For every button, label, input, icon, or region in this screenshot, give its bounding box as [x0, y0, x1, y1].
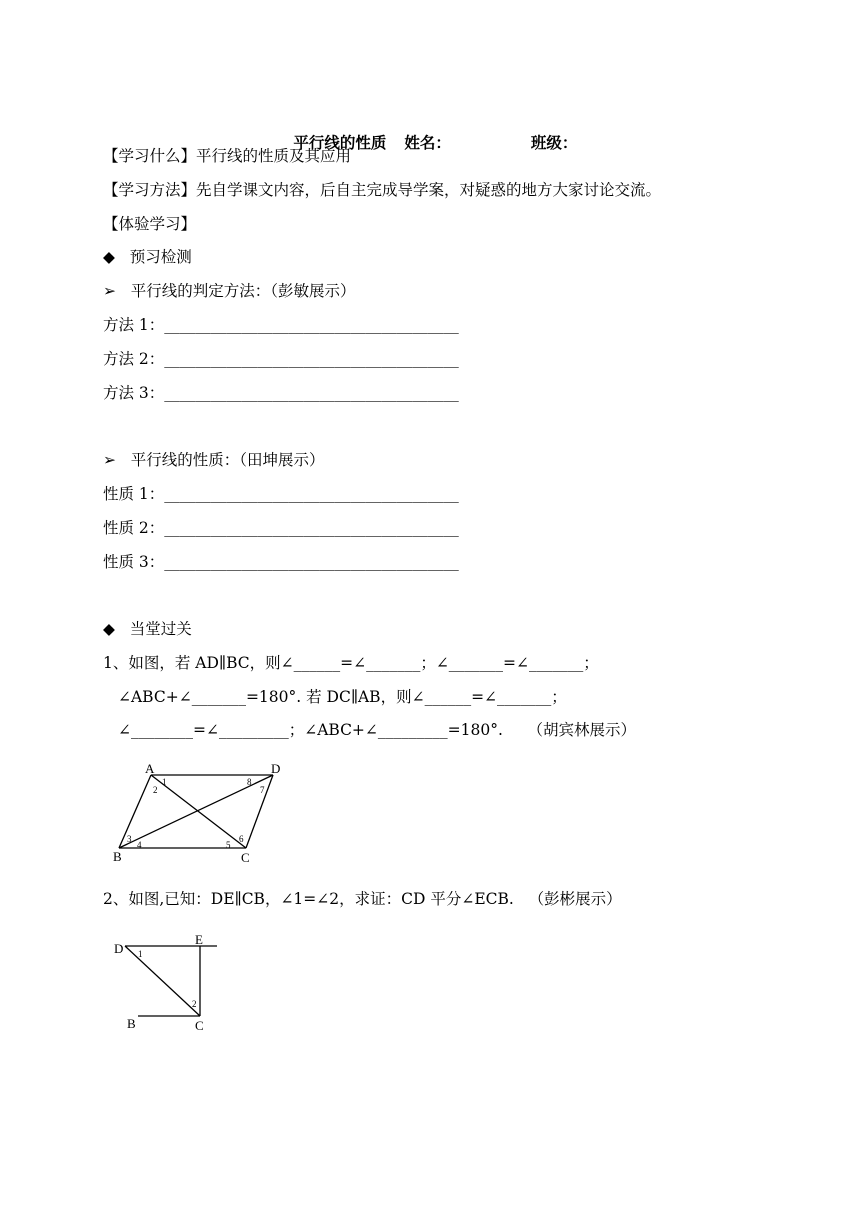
judge-line-3: 方法 3：______________________________________	[103, 384, 459, 402]
practice-heading: ◆ 当堂过关	[103, 620, 192, 638]
vertex-c-label: C	[241, 850, 250, 865]
q1-line-1: 1、如图，若 AD∥BC，则∠______=∠_______；∠_______=∠_______；	[103, 654, 599, 672]
vertex-c-label: C	[195, 1018, 204, 1033]
class-label: 班级：	[530, 133, 578, 152]
doc-title: 平行线的性质	[293, 133, 387, 152]
prop-line-3: 性质 3：______________________________________	[103, 553, 459, 571]
vertex-d-label: D	[271, 761, 281, 776]
q1-line-3: ∠________=∠_________；∠ABC+∠_________=180°. （胡宾林展示）	[118, 721, 637, 739]
intro-experience: 【体验学习】	[103, 215, 197, 233]
vertex-b-label: B	[127, 1016, 136, 1031]
angle-2-label: 2	[192, 999, 197, 1009]
segment-dc	[125, 946, 200, 1016]
angle-4-label: 4	[137, 840, 142, 850]
angle-7-label: 7	[260, 785, 265, 795]
prop-line-2: 性质 2：______________________________________	[103, 519, 459, 537]
angle-2-label: 2	[153, 785, 158, 795]
judge-line-1: 方法 1：______________________________________	[103, 316, 459, 334]
angle-5-label: 5	[226, 840, 231, 850]
q2-line: 2、如图,已知：DE∥CB，∠1=∠2，求证：CD 平分∠ECB. （彭彬展示）	[103, 890, 622, 908]
name-label: 姓名：	[404, 133, 451, 152]
angle-1-label: 1	[162, 777, 167, 787]
prop-line-1: 性质 1：______________________________________	[103, 485, 459, 503]
vertex-e-label: E	[195, 932, 203, 947]
figure-parallelogram	[108, 758, 288, 868]
intro-method: 【学习方法】先自学课文内容，后自主完成导学案，对疑惑的地方大家讨论交流。	[103, 181, 662, 199]
judge-line-2: 方法 2：______________________________________	[103, 350, 459, 368]
q1-line-2: ∠ABC+∠_______=180°. 若 DC∥AB，则∠______=∠_______；	[118, 688, 567, 706]
angle-3-label: 3	[127, 834, 132, 844]
intro-what: 【学习什么】平行线的性质及其应用	[103, 147, 352, 165]
judge-heading: ➢ 平行线的判定方法：（彭敏展示）	[103, 282, 356, 300]
angle-1-label: 1	[138, 949, 143, 959]
preview-heading: ◆ 预习检测	[103, 248, 192, 266]
vertex-b-label: B	[113, 849, 122, 864]
prop-heading: ➢ 平行线的性质：（田坤展示）	[103, 451, 325, 469]
figure-de-cb	[105, 928, 230, 1038]
vertex-d-label: D	[114, 941, 124, 956]
vertex-a-label: A	[145, 761, 155, 776]
segment-ab	[119, 775, 151, 848]
angle-8-label: 8	[247, 777, 252, 787]
angle-6-label: 6	[239, 834, 244, 844]
